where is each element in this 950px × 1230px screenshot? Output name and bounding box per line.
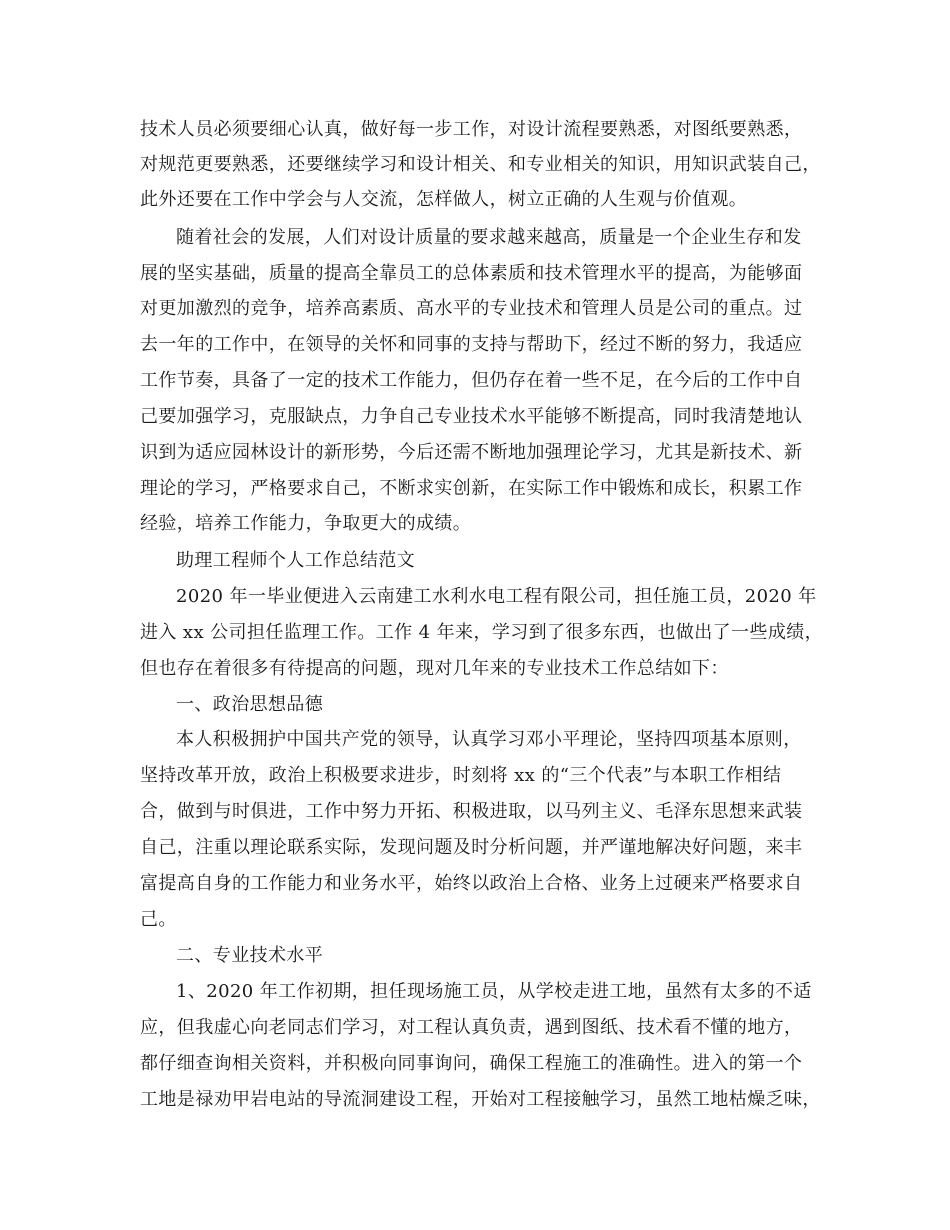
text-line: 己。 [140,909,177,930]
text-line: 己要加强学习，克服缺点，力争自己专业技术水平能够不断提高，同时我清楚地认 [140,406,803,427]
text-line: 此外还要在工作中学会与人交流，怎样做人，树立正确的人生观与价值观。 [140,189,748,210]
text-line: 展的坚实基础，质量的提高全靠员工的总体素质和技术管理水平的提高，为能够面 [140,263,803,284]
section-heading: 一、政治思想品德 [176,694,324,715]
text-line: 技术人员必须要细心认真，做好每一步工作，对设计流程要熟悉，对图纸要熟悉， [140,119,803,140]
text-line: 富提高自身的工作能力和业务水平，始终以政治上合格、业务上过硬来严格要求自 [140,873,803,894]
text-line: 对更加激烈的竞争，培养高素质、高水平的专业技术和管理人员是公司的重点。过 [140,298,803,319]
text-line: 应，但我虚心向老同志们学习，对工程认真负责，遇到图纸、技术看不懂的地方， [140,1017,803,1038]
section-heading: 二、专业技术水平 [176,945,324,966]
text-line: 工作节奏，具备了一定的技术工作能力，但仍存在着一些不足，在今后的工作中自 [140,370,803,391]
text-line: 识到为适应园林设计的新形势，今后还需不断地加强理论学习，尤其是新技术、新 [140,442,803,463]
text-line: 坚持改革开放，政治上积极要求进步，时刻将 xx 的“三个代表”与本职工作相结 [140,765,782,786]
text-line: 合，做到与时俱进，工作中努力开拓、积极进取，以马列主义、毛泽东思想来武装 [140,801,803,822]
text-line: 1、2020 年工作初期，担任现场施工员，从学校走进工地，虽然有太多的不适 [176,981,812,1002]
text-line: 进入 xx 公司担任监理工作。工作 4 年来，学习到了很多东西，也做出了一些成绩， [140,622,824,643]
text-line: 随着社会的发展，人们对设计质量的要求越来越高，质量是一个企业生存和发 [176,227,802,248]
text-line: 对规范更要熟悉，还要继续学习和设计相关、和专业相关的知识，用知识武装自己， [140,154,821,175]
text-line: 都仔细查询相关资料，并积极向同事询问，确保工程施工的准确性。进入的第一个 [140,1053,803,1074]
text-line: 经验，培养工作能力，争取更大的成绩。 [140,513,472,534]
text-line: 本人积极拥护中国共产党的领导，认真学习邓小平理论，坚持四项基本原则， [176,729,802,750]
text-line: 去一年的工作中，在领导的关怀和同事的支持与帮助下，经过不断的努力，我适应 [140,334,803,355]
text-line: 2020 年一毕业便进入云南建工水利水电工程有限公司，担任施工员，2020 年 [176,586,817,607]
text-line: 工地是禄劝甲岩电站的导流洞建设工程，开始对工程接触学习，虽然工地枯燥乏味， [140,1089,821,1110]
section-heading: 助理工程师个人工作总结范文 [176,550,416,571]
text-line: 但也存在着很多有待提高的问题，现对几年来的专业技术工作总结如下： [140,658,729,679]
text-line: 自己，注重以理论联系实际，发现问题及时分析问题，并严谨地解决好问题，来丰 [140,837,803,858]
text-line: 理论的学习，严格要求自己，不断求实创新，在实际工作中锻炼和成长，积累工作 [140,478,803,499]
